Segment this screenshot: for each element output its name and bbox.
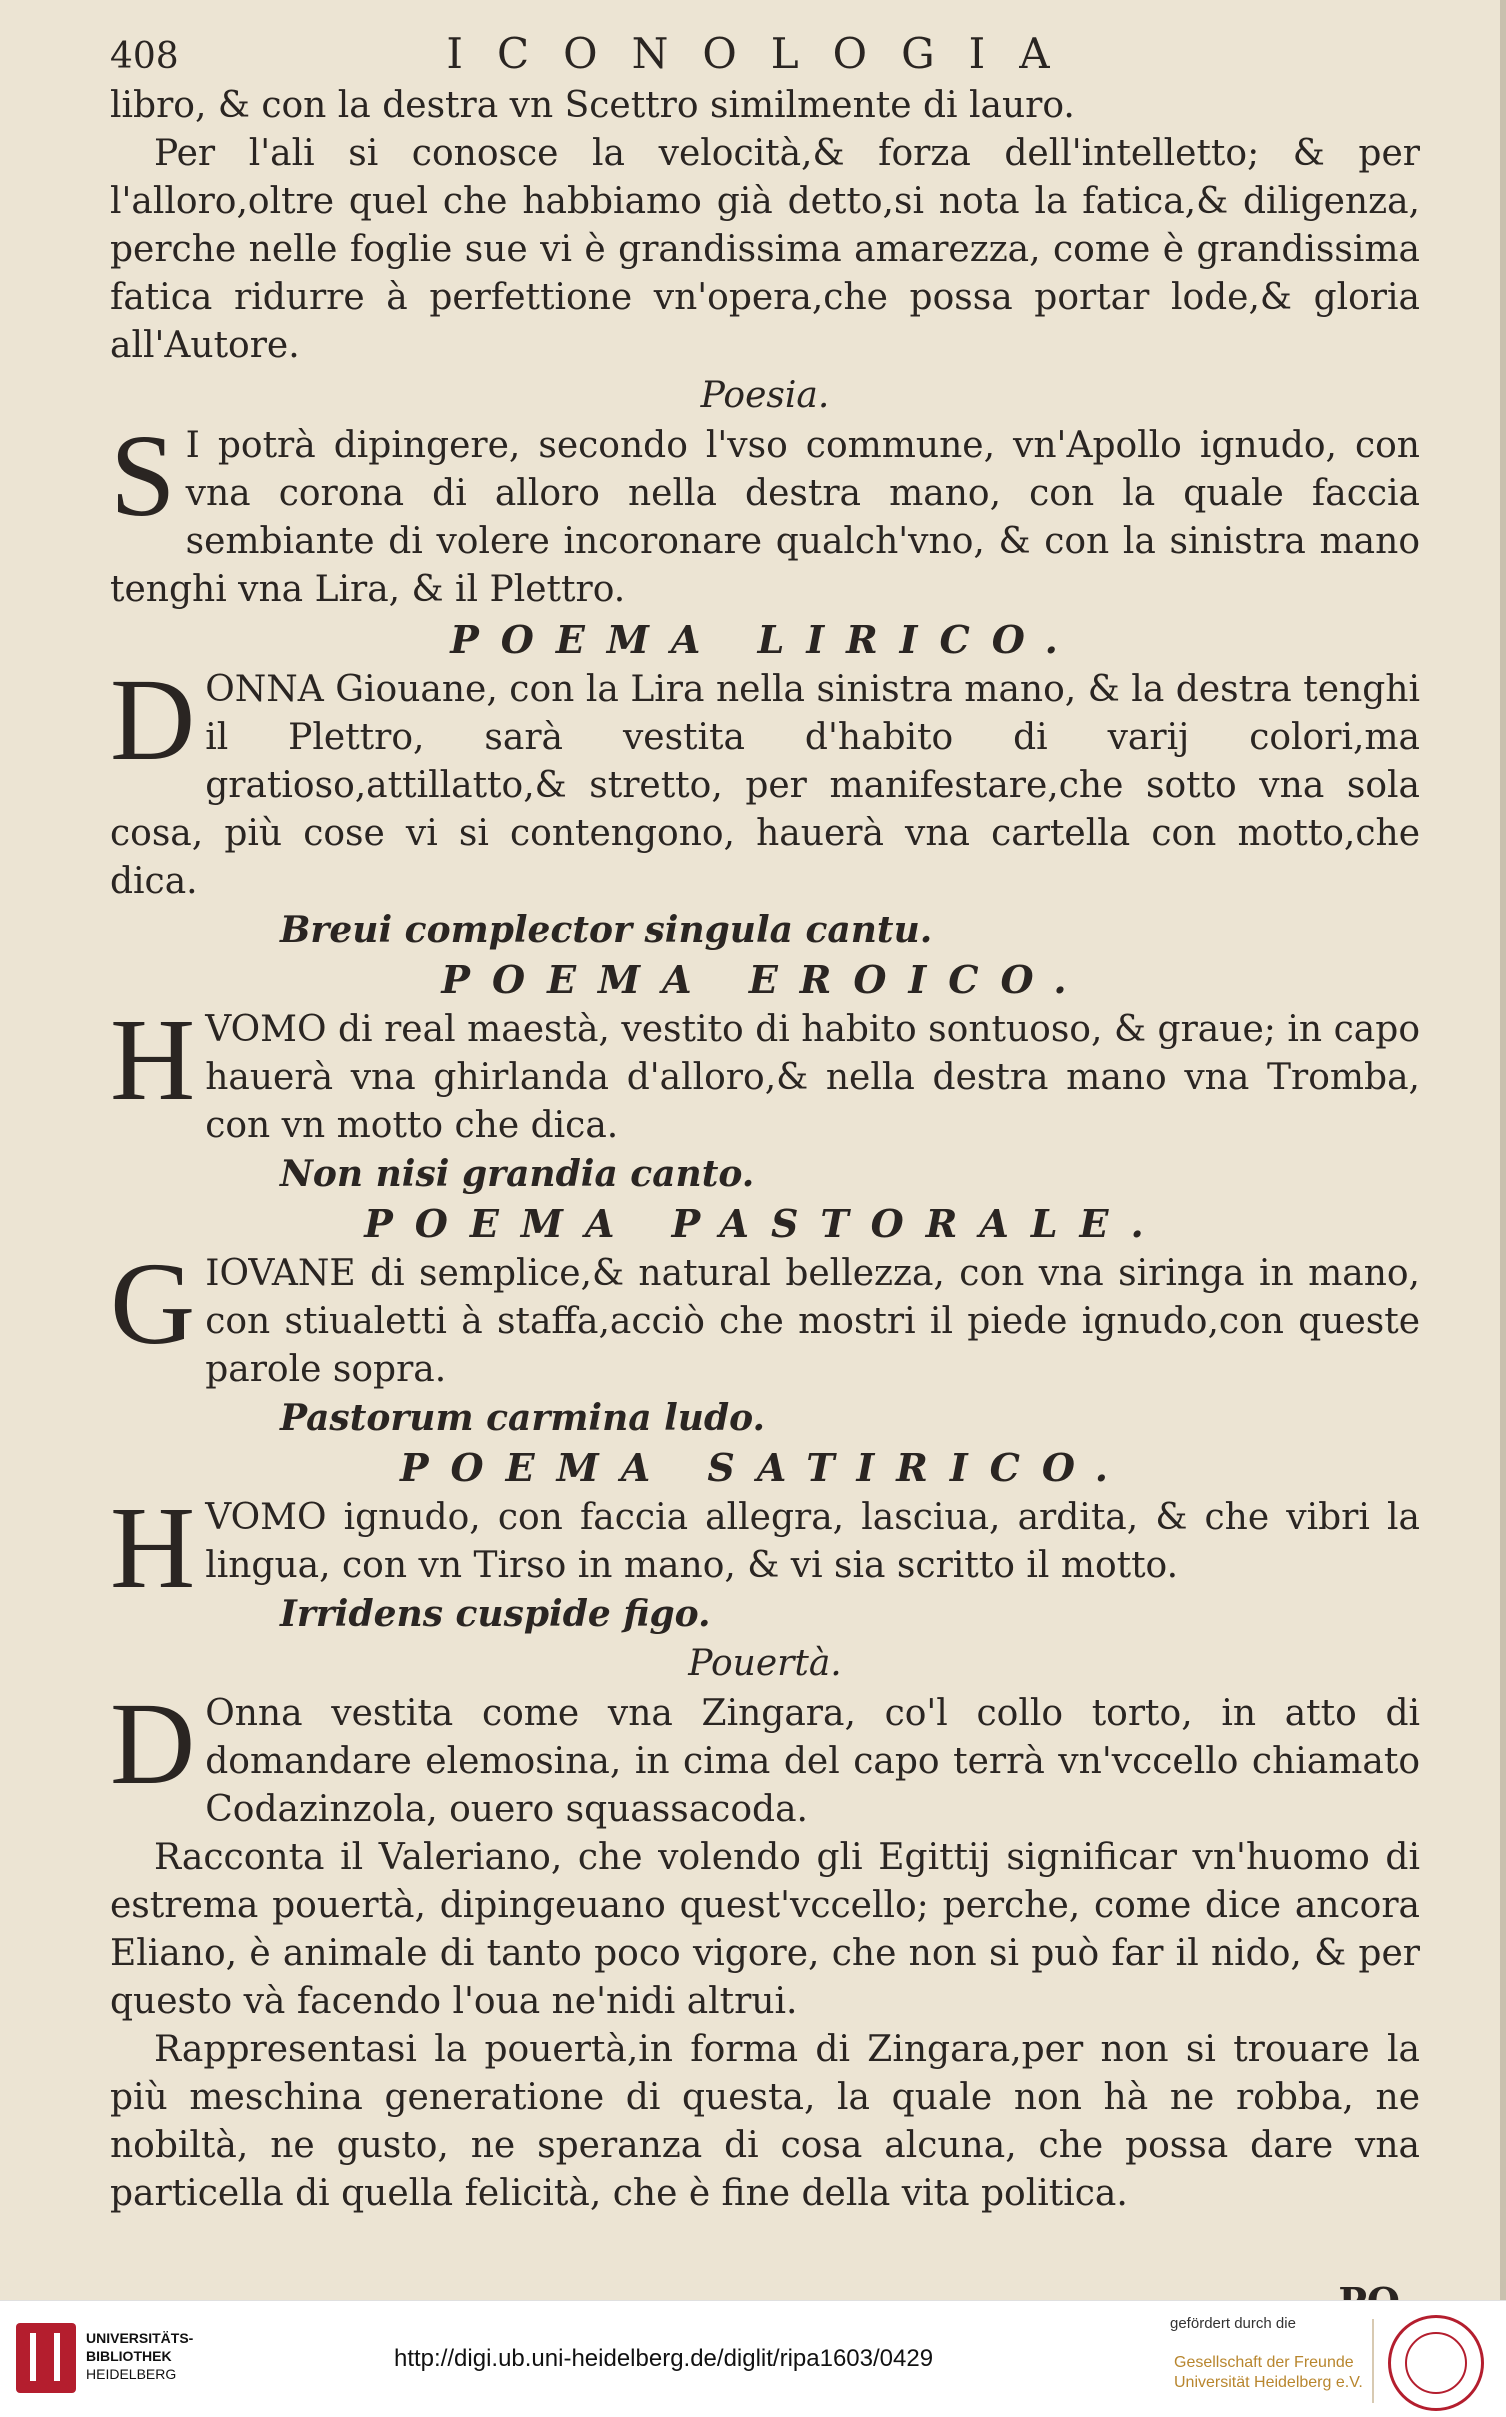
sponsor-name-line-2: Universität Heidelberg e.V.	[1174, 2374, 1363, 2391]
library-name-line-3: HEIDELBERG	[86, 2366, 177, 2382]
university-library-logo-icon	[16, 2323, 76, 2393]
university-seal-icon	[1388, 2315, 1484, 2411]
pouerta-paragraph-2: Racconta il Valeriano, che volendo gli Egittij significar vn'huomo di estrema pouertà, dipingeuano quest'vccello; perche, come dice ancora Eliano, è animale di tanto poco vigore, che non si può far il nido, & per questo và facendo l'oua ne'nidi altrui.	[110, 1837, 1420, 2022]
eroico-motto: Non nisi grandia canto.	[280, 1153, 755, 1195]
sponsor-name-line-1: Gesellschaft der Freunde	[1174, 2354, 1354, 2371]
lirico-motto: Breui complector singula cantu.	[280, 909, 933, 951]
viewer-footer	[0, 2300, 1506, 2417]
satirico-paragraph: HVOMO ignudo, con faccia allegra, lasciua, ardita, & che vibri la lingua, con vn Tirso in mano, & vi sia scritto il motto.	[110, 1482, 1420, 1613]
footer-divider	[1372, 2319, 1374, 2403]
section-title-pouerta: Pouertà.	[688, 1643, 842, 1684]
running-title: ICONOLOGIA	[446, 29, 1084, 78]
section-title-pastorale: POEMA PASTORALE.	[364, 1201, 1166, 1246]
pouerta-paragraph: DOnna vestita come vna Zingara, co'l collo torto, in atto di domandare elemosina, in cima del capo terrà vn'vccello chiamato Codazinzola, ouero squassacoda.	[110, 1678, 1420, 1830]
intro-line: libro, & con la destra vn Scettro similmente di lauro.	[110, 85, 1075, 126]
sponsor-name	[1174, 2353, 1363, 2393]
section-title-lirico: POEMA LIRICO.	[450, 617, 1080, 662]
library-name-line-2: BIBLIOTHEK	[86, 2348, 172, 2364]
pastorale-motto: Pastorum carmina ludo.	[280, 1397, 766, 1439]
permalink-url[interactable]: http://digi.ub.uni-heidelberg.de/diglit/ripa1603/0429	[394, 2345, 934, 2372]
intro-paragraph: Per l'ali si conosce la velocità,& forza dell'intelletto; & per l'alloro,oltre quel che habbiamo già detto,si nota la fatica,& diligenza, perche nelle foglie sue vi è grandissima amarezza, come è grandissima fatica ridurre à perfettione vn'opera,che possa portar lode,& gloria all'Autore.	[110, 133, 1420, 366]
pastorale-paragraph: GIOVANE di semplice,& natural bellezza, con vna siringa in mano, con stiualetti à staffa,acciò che mostri il piede ignudo,con queste parole sopra.	[110, 1238, 1420, 1390]
library-name	[86, 2329, 246, 2383]
poesia-paragraph: SI potrà dipingere, secondo l'vso commune, vn'Apollo ignudo, con vna corona di alloro nella destra mano, con la quale faccia sembiante di volere incoronare qualch'vno, & con la sinistra mano tenghi vna Lira, & il Plettro.	[110, 410, 1420, 610]
funded-by-label: gefördert durch die	[1170, 2315, 1296, 2332]
page-text	[110, 30, 1420, 2326]
section-title-eroico: POEMA EROICO.	[441, 957, 1089, 1002]
page-number: 408	[110, 36, 179, 77]
library-name-line-1: UNIVERSITÄTS-	[86, 2330, 194, 2346]
eroico-paragraph: HVOMO di real maestà, vestito di habito sontuoso, & graue; in capo hauerà vna ghirlanda d'alloro,& nella destra mano vna Tromba, con vn motto che dica.	[110, 994, 1420, 1146]
pouerta-paragraph-3: Rappresentasi la pouertà,in forma di Zingara,per non si trouare la più meschina generatione di questa, la quale non hà ne robba, ne nobiltà, ne gusto, ne speranza di cosa alcuna, che possa dare vna particella di quella felicità, che è fine della vita politica.	[110, 2029, 1420, 2214]
section-title-poesia: Poesia.	[700, 375, 830, 416]
page-header	[110, 30, 1420, 82]
satirico-motto: Irridens cuspide figo.	[280, 1593, 711, 1635]
lirico-paragraph: DONNA Giouane, con la Lira nella sinistra mano, & la destra tenghi il Plettro, sarà vestita d'habito di varij colori,ma gratioso,attillatto,& stretto, per manifestare,che sotto vna sola cosa, più cose vi si contengono, hauerà vna cartella con motto,che dica.	[110, 654, 1420, 902]
section-title-satirico: POEMA SATIRICO.	[399, 1445, 1131, 1490]
